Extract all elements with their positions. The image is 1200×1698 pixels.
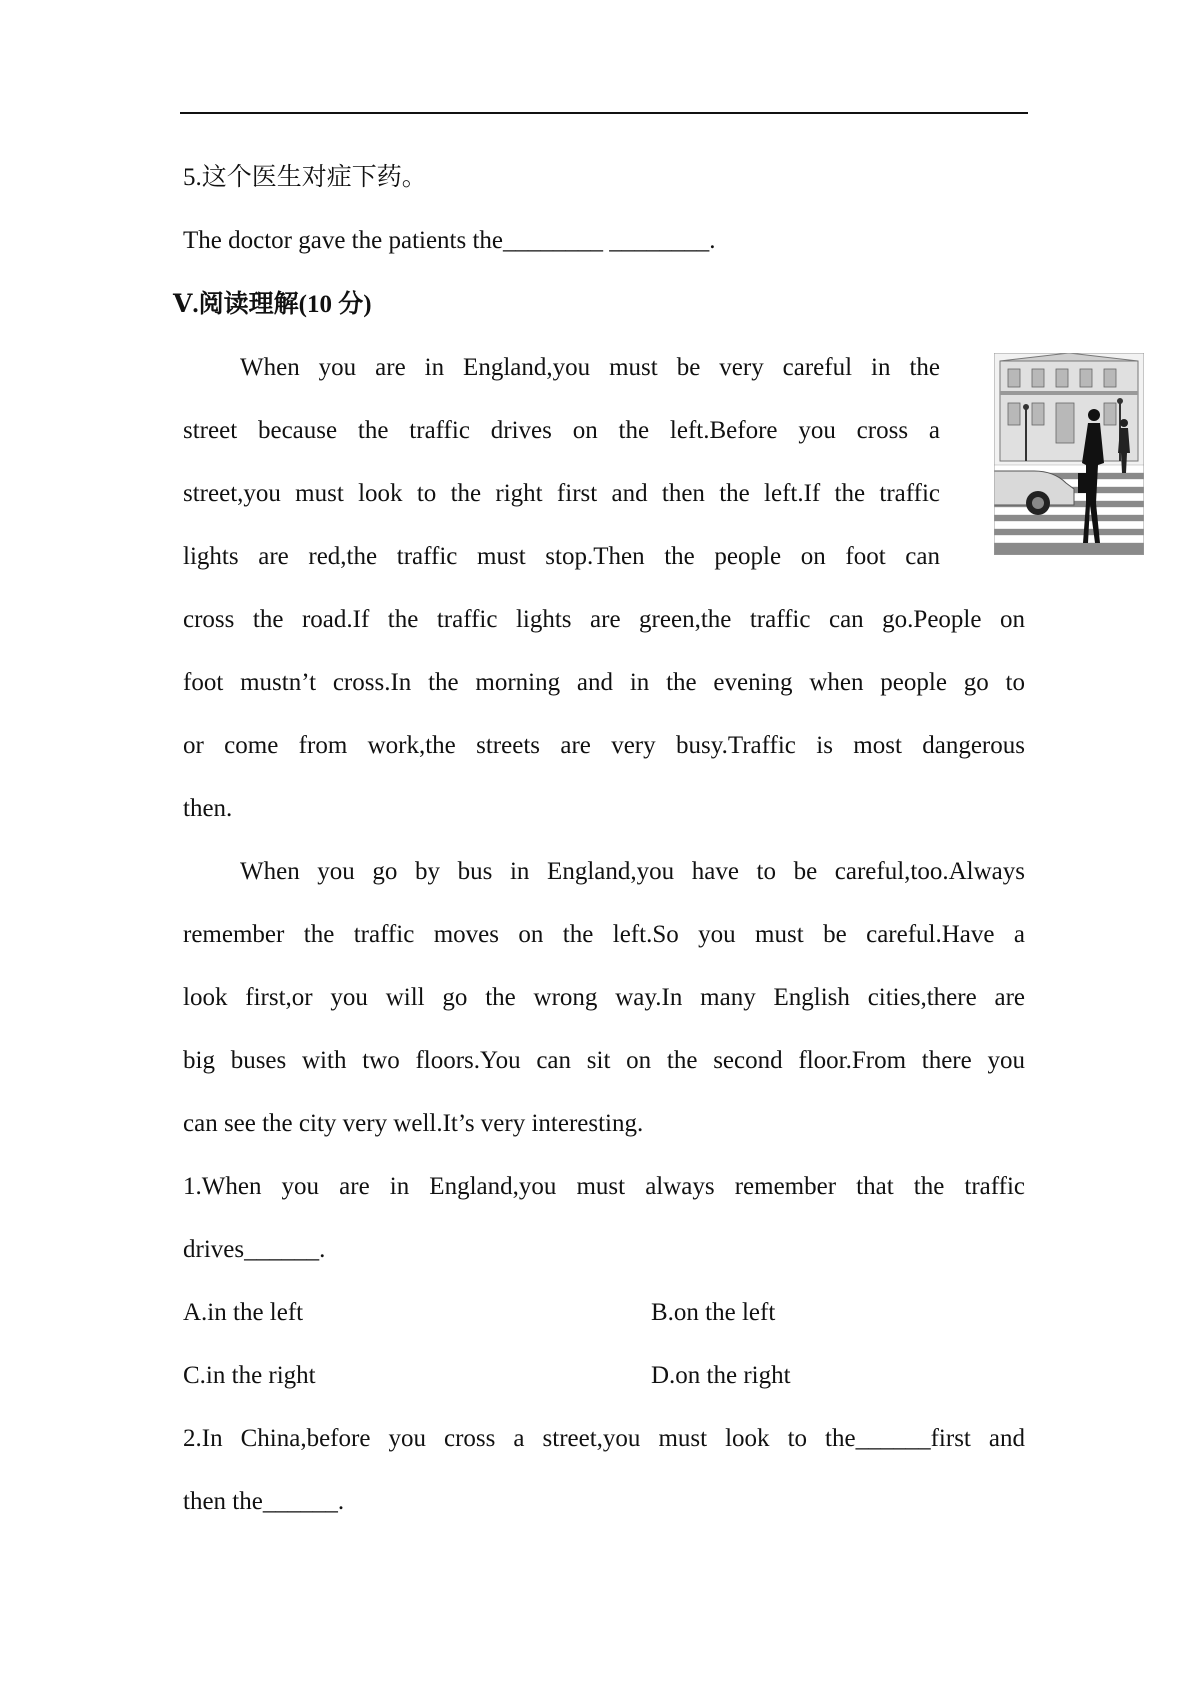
passage-line: can see the city very well.It’s very interesting. <box>183 1110 644 1137</box>
question-2: 2.In China,before you cross a street,you must look to the______first and <box>183 1425 1025 1452</box>
passage-line: cross the road.If the traffic lights are green,the traffic can go.People on <box>183 606 1025 633</box>
passage-line: street,you must look to the right first and then the left.If the traffic <box>183 480 940 507</box>
passage-line: When you are in England,you must be very careful in the <box>240 354 940 381</box>
passage-line: foot mustn’t cross.In the morning and in the evening when people go to <box>183 669 1025 696</box>
translation-sentence: The doctor gave the patients the________ ________. <box>183 227 716 254</box>
option-a: A.in the left <box>183 1299 304 1326</box>
passage-line: then. <box>183 795 233 822</box>
passage-line: lights are red,the traffic must stop.Then the people on foot can <box>183 543 940 570</box>
top-rule <box>180 112 1028 114</box>
translation-prompt: 5.这个医生对症下药。 <box>183 164 427 191</box>
question-1: 1.When you are in England,you must always remember that the traffic <box>183 1173 1025 1200</box>
passage-line: or come from work,the streets are very busy.Traffic is most dangerous <box>183 732 1025 759</box>
passage-line: big buses with two floors.You can sit on the second floor.From there you <box>183 1047 1025 1074</box>
passage-line: street because the traffic drives on the left.Before you cross a <box>183 417 940 444</box>
question-1-continued: drives______. <box>183 1236 326 1263</box>
passage-line: remember the traffic moves on the left.So you must be careful.Have a <box>183 921 1025 948</box>
passage-line: look first,or you will go the wrong way.In many English cities,there are <box>183 984 1025 1011</box>
street-crossing-illustration <box>994 353 1144 555</box>
passage-line: When you go by bus in England,you have to be careful,too.Always <box>240 858 1025 885</box>
question-2-continued: then the______. <box>183 1488 345 1515</box>
option-c: C.in the right <box>183 1362 316 1389</box>
option-d: D.on the right <box>651 1362 791 1389</box>
section-heading: Ⅴ.阅读理解(10 分) <box>173 291 372 318</box>
option-b: B.on the left <box>651 1299 776 1326</box>
